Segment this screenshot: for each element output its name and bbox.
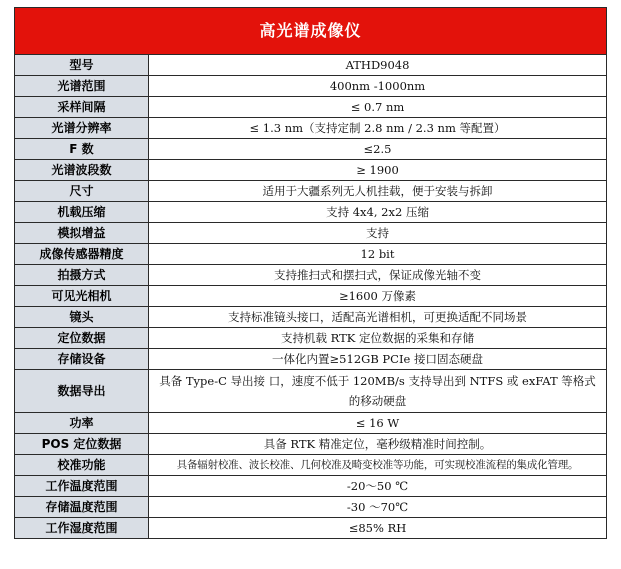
table-row xyxy=(15,202,607,223)
row-value: ≤2.5 xyxy=(149,139,607,160)
row-label: 型号 xyxy=(15,55,149,76)
row-value: 适用于大疆系列无人机挂载，便于安装与拆卸 xyxy=(149,181,607,202)
row-label: 光谱范围 xyxy=(15,76,149,97)
table-row xyxy=(15,518,607,539)
row-label: 工作湿度范围 xyxy=(15,518,149,539)
row-value: ≤ 16 W xyxy=(149,413,607,434)
row-value: 具备 RTK 精准定位，毫秒级精准时间控制。 xyxy=(149,434,607,455)
row-value: 具备辐射校准、波长校准、几何校准及畸变校准等功能，可实现校准流程的集成化管理。 xyxy=(149,455,607,476)
row-value: -20～50 ℃ xyxy=(149,476,607,497)
spec-sheet xyxy=(14,7,606,539)
row-label: 光谱波段数 xyxy=(15,160,149,181)
row-label: 成像传感器精度 xyxy=(15,244,149,265)
row-value: 支持推扫式和摆扫式，保证成像光轴不变 xyxy=(149,265,607,286)
row-value: 支持 4x4, 2x2 压缩 xyxy=(149,202,607,223)
row-value: 支持 xyxy=(149,223,607,244)
row-label: 镜头 xyxy=(15,307,149,328)
row-label: 光谱分辨率 xyxy=(15,118,149,139)
row-value: -30 ～70℃ xyxy=(149,497,607,518)
table-row xyxy=(15,434,607,455)
row-label: 数据导出 xyxy=(15,370,149,413)
row-value: ≤ 0.7 nm xyxy=(149,97,607,118)
table-row xyxy=(15,118,607,139)
row-label: 功率 xyxy=(15,413,149,434)
table-row xyxy=(15,328,607,349)
table-row xyxy=(15,139,607,160)
title-row xyxy=(15,8,607,55)
row-value: 一体化内置≥512GB PCIe 接口固态硬盘 xyxy=(149,349,607,370)
row-label: 校准功能 xyxy=(15,455,149,476)
row-label: POS 定位数据 xyxy=(15,434,149,455)
row-label: 拍摄方式 xyxy=(15,265,149,286)
row-value: 400nm -1000nm xyxy=(149,76,607,97)
table-row xyxy=(15,55,607,76)
table-row xyxy=(15,223,607,244)
row-label: F 数 xyxy=(15,139,149,160)
table-row xyxy=(15,265,607,286)
table-row xyxy=(15,413,607,434)
row-label: 采样间隔 xyxy=(15,97,149,118)
row-value: ≤85% RH xyxy=(149,518,607,539)
spec-table xyxy=(14,7,607,539)
table-row xyxy=(15,307,607,328)
table-row xyxy=(15,349,607,370)
table-row xyxy=(15,160,607,181)
table-row xyxy=(15,76,607,97)
row-value: 支持标准镜头接口，适配高光谱相机，可更换适配不同场景 xyxy=(149,307,607,328)
row-value: ATHD9048 xyxy=(149,55,607,76)
row-value: ≥1600 万像素 xyxy=(149,286,607,307)
table-row xyxy=(15,497,607,518)
row-value: ≥ 1900 xyxy=(149,160,607,181)
table-row xyxy=(15,97,607,118)
table-row xyxy=(15,244,607,265)
table-title: 高光谱成像仪 xyxy=(15,8,607,55)
row-value: 支持机载 RTK 定位数据的采集和存储 xyxy=(149,328,607,349)
row-label: 存储设备 xyxy=(15,349,149,370)
row-label: 尺寸 xyxy=(15,181,149,202)
row-label: 工作温度范围 xyxy=(15,476,149,497)
row-label: 可见光相机 xyxy=(15,286,149,307)
table-row xyxy=(15,476,607,497)
table-row xyxy=(15,181,607,202)
row-label: 存储温度范围 xyxy=(15,497,149,518)
table-row xyxy=(15,286,607,307)
row-label: 定位数据 xyxy=(15,328,149,349)
row-value: 具备 Type-C 导出接 口，速度不低于 120MB/s 支持导出到 NTFS 或 exFAT 等格式的移动硬盘 xyxy=(149,370,607,413)
row-label: 模拟增益 xyxy=(15,223,149,244)
row-label: 机载压缩 xyxy=(15,202,149,223)
table-row xyxy=(15,370,607,413)
row-value: ≤ 1.3 nm（支持定制 2.8 nm / 2.3 nm 等配置） xyxy=(149,118,607,139)
table-row xyxy=(15,455,607,476)
row-value: 12 bit xyxy=(149,244,607,265)
